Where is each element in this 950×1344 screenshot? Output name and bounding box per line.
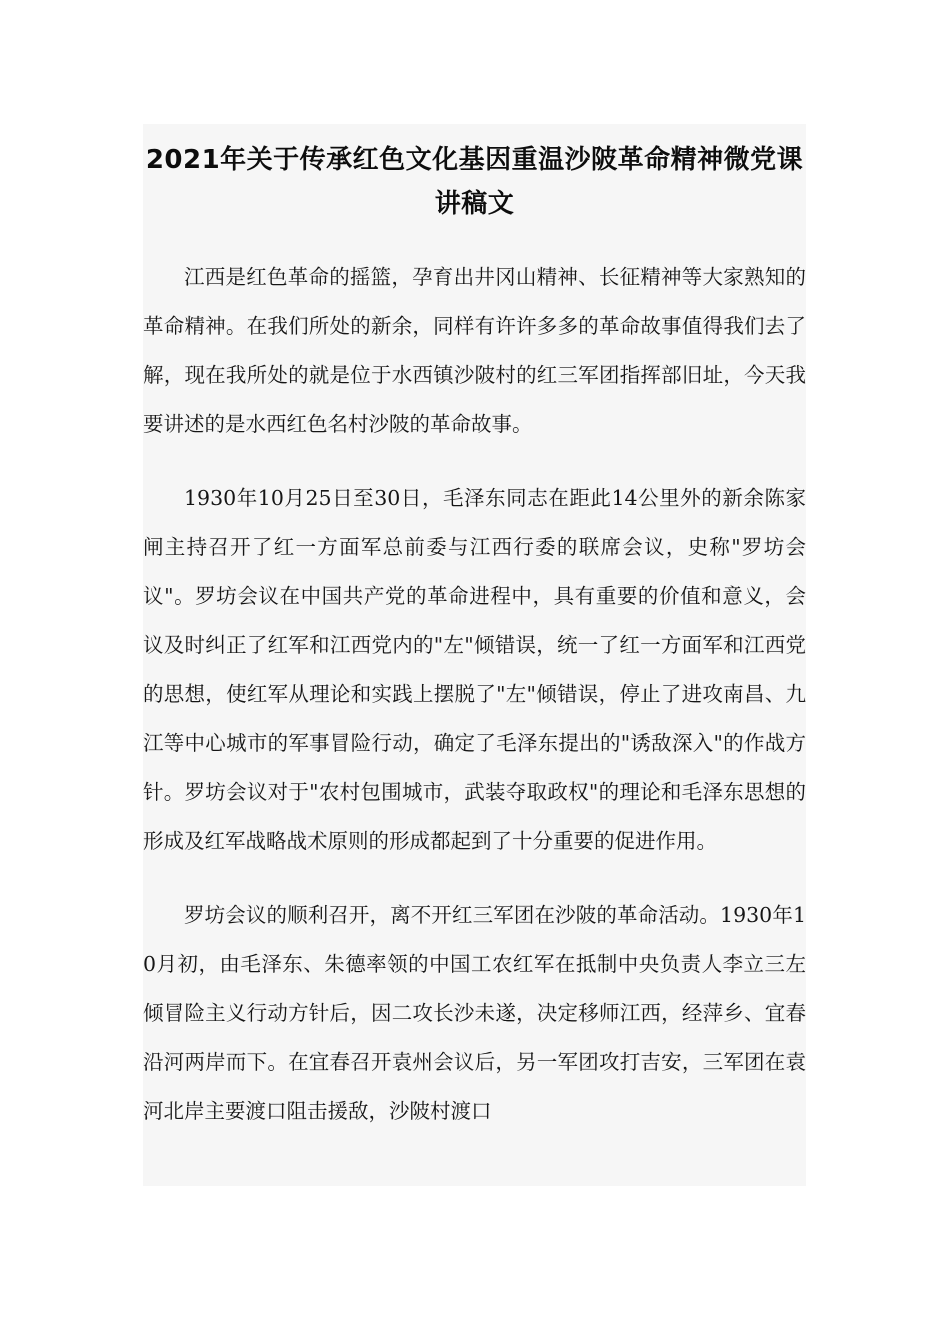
paragraph-2: 1930年10月25日至30日，毛泽东同志在距此14公里外的新余陈家闸主持召开了红一方面军总前委与江西行委的联席会议，史称"罗坊会议"。罗坊会议在中国共产党的革命进程中，具有重要的价值和意义，会议及时纠正了红军和江西党内的"左"倾错误，统一了红一方面军和江西党的思想，使红军从理论和实践上摆脱了"左"倾错误，停止了进攻南昌、九江等中心城市的军事冒险行动，确定了毛泽东提出的"诱敌深入"的作战方针。罗坊会议对于"农村包围城市，武装夺取政权"的理论和毛泽东思想的形成及红军战略战术原则的形成都起到了十分重要的促进作用。: [143, 486, 806, 853]
paragraph-3: 罗坊会议的顺利召开，离不开红三军团在沙陂的革命活动。1930年10月初，由毛泽东、朱德率领的中国工农红军在抵制中央负责人李立三左倾冒险主义行动方针后，因二攻长沙未遂，决定移师江西，经萍乡、宜春沿河两岸而下。在宜春召开袁州会议后，另一军团攻打吉安，三军团在袁河北岸主要渡口阻击援敌，沙陂村渡口: [143, 903, 806, 1123]
document-title: 2021年关于传承红色文化基因重温沙陂革命精神微党课讲稿文: [145, 145, 804, 219]
paragraph-1: 江西是红色革命的摇篮，孕育出井冈山精神、长征精神等大家熟知的革命精神。在我们所处的新余，同样有许许多多的革命故事值得我们去了解，现在我所处的就是位于水西镇沙陂村的红三军团指挥部旧址，今天我要讲述的是水西红色名村沙陂的革命故事。: [143, 265, 806, 436]
document-page: [143, 124, 806, 1186]
